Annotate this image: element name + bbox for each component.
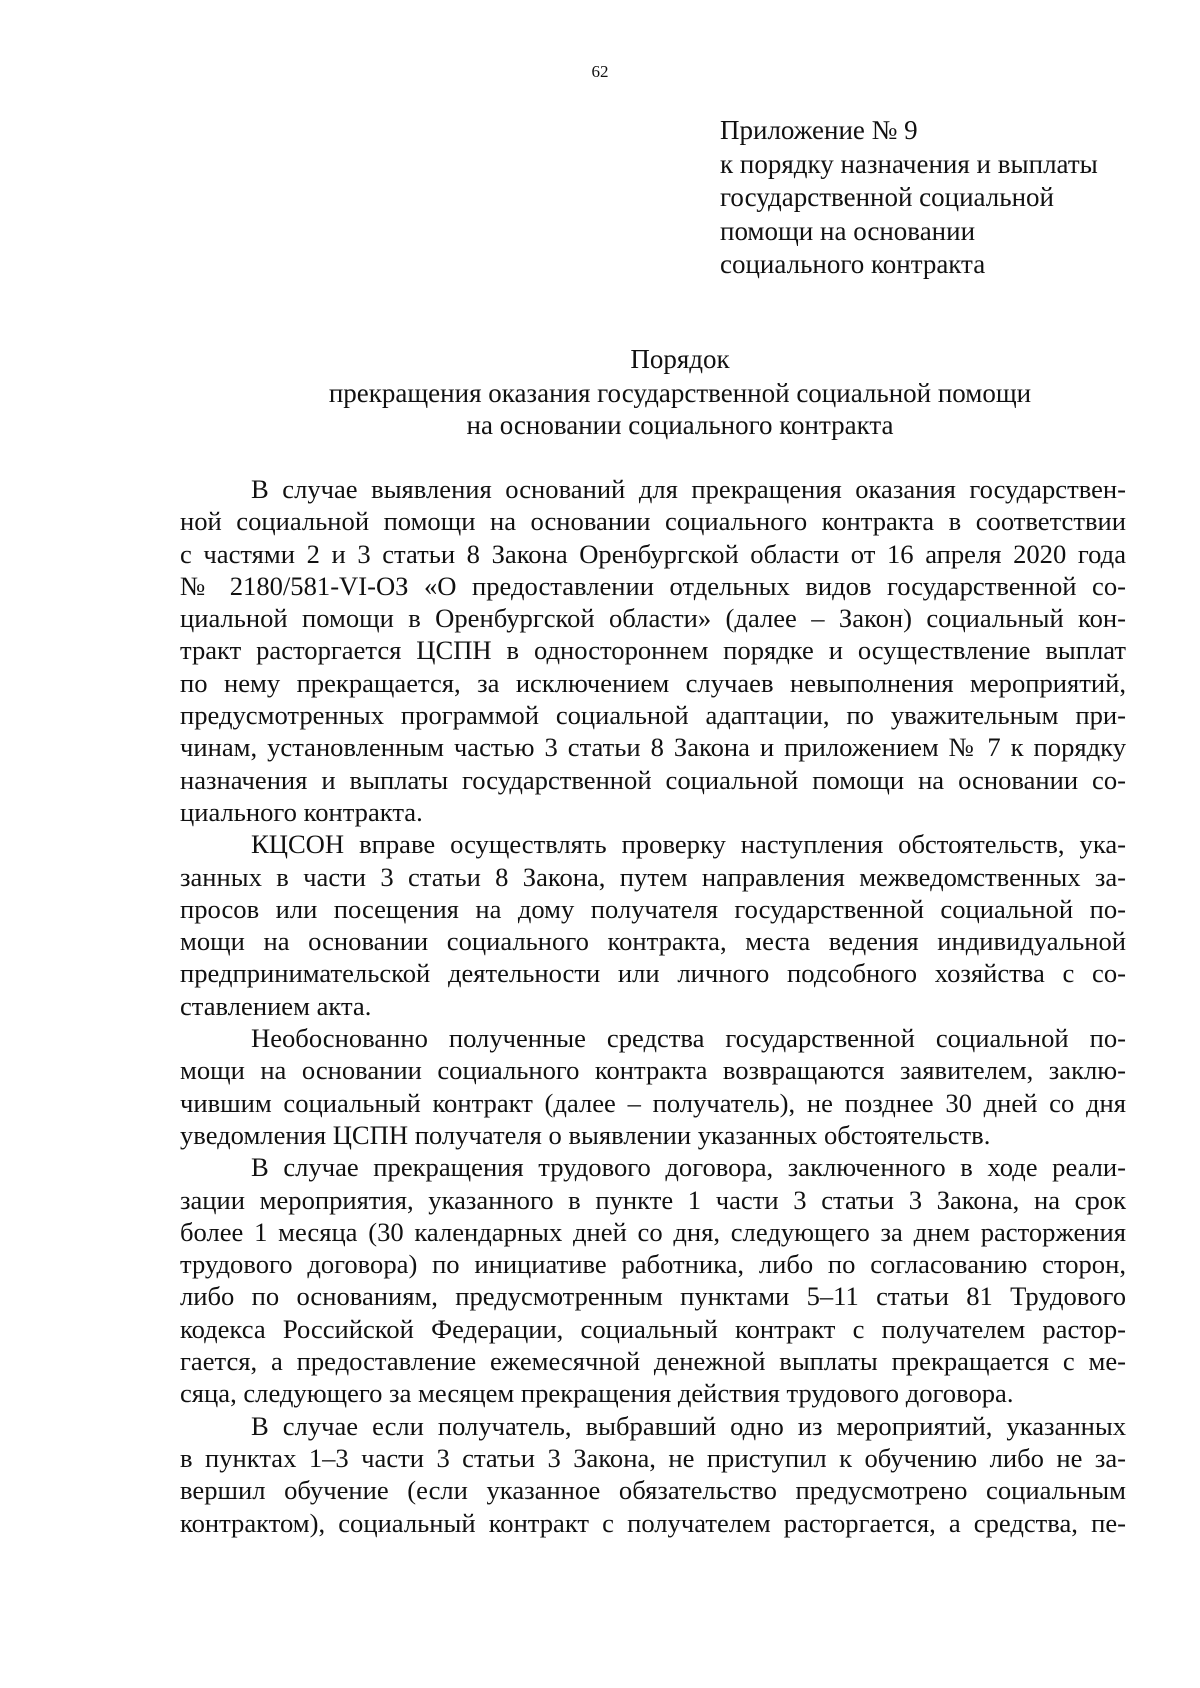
paragraph-1 — [180, 473, 1126, 828]
text-line: назначения и выплаты государственной социальной помощи на основании со- — [180, 764, 1126, 795]
title-line-2: прекращения оказания государственной социальной помощи — [328, 378, 1032, 408]
paragraph-3 — [180, 1022, 1126, 1151]
text-line: Необоснованно полученные средства государственной социальной по- — [251, 1023, 1126, 1054]
text-line: вершил обучение (если указанное обязательство предусмотрено социальным — [180, 1475, 1126, 1506]
document-title — [180, 343, 1180, 441]
page-number: 62 — [591, 62, 609, 81]
text-line: занных в части 3 статьи 8 Закона, путем направления межведомственных за- — [180, 861, 1126, 892]
text-line: контрактом), социальный контракт с получателем расторгается, а средства, пе- — [180, 1507, 1126, 1538]
title-line-1: Порядок — [630, 344, 730, 374]
appendix-line: Приложение № 9 — [720, 115, 918, 145]
text-line: мощи на основании социального контракта возвращаются заявителем, заклю- — [180, 1055, 1126, 1086]
text-line: предпринимательской деятельности или личного подсобного хозяйства с со- — [180, 958, 1126, 989]
text-line: чившим социальный контракт (далее – получатель), не позднее 30 дней со дня — [180, 1087, 1126, 1118]
text-line: циальной помощи в Оренбургской области» (далее – Закон) социальный кон- — [180, 603, 1126, 634]
text-line: с частями 2 и 3 статьи 8 Закона Оренбургской области от 16 апреля 2020 года — [180, 538, 1126, 569]
text-line: трудового договора) по инициативе работника, либо по согласованию сторон, — [180, 1249, 1126, 1280]
text-line: № 2180/581-VI-ОЗ «О предоставлении отдельных видов государственной со- — [180, 570, 1126, 601]
text-line: В случае выявления оснований для прекращения оказания государствен- — [251, 474, 1126, 504]
paragraph-5 — [180, 1410, 1126, 1539]
appendix-line: к порядку назначения и выплаты — [720, 148, 1098, 179]
appendix-line: помощи на основании — [720, 215, 976, 246]
text-line: В случае прекращения трудового договора, заключенного в ходе реали- — [251, 1152, 1126, 1183]
paragraph-2 — [180, 828, 1126, 1022]
text-line: более 1 месяца (30 календарных дней со дня, следующего за днем расторжения — [180, 1216, 1126, 1247]
text-line: ставлением акта. — [180, 990, 372, 1021]
text-line: сяца, следующего за месяцем прекращения действия трудового договора. — [180, 1378, 1014, 1409]
paragraph-4 — [180, 1151, 1126, 1409]
text-line: по нему прекращается, за исключением случаев невыполнения мероприятий, — [180, 667, 1126, 698]
text-line: чинам, установленным частью 3 статьи 8 Закона и приложением № 7 к порядку — [180, 732, 1126, 763]
text-line: либо по основаниям, предусмотренным пунктами 5–11 статьи 81 Трудового — [180, 1281, 1126, 1312]
text-line: ной социальной помощи на основании социального контракта в соответствии — [180, 506, 1126, 537]
text-line: тракт расторгается ЦСПН в одностороннем порядке и осуществление выплат — [180, 635, 1126, 666]
text-line: в пунктах 1–3 части 3 статьи 3 Закона, не приступил к обучению либо не за- — [180, 1442, 1126, 1473]
text-line: предусмотренных программой социальной адаптации, по уважительным при- — [180, 700, 1126, 731]
text-line: КЦСОН вправе осуществлять проверку наступления обстоятельств, ука- — [251, 829, 1126, 860]
text-line: кодекса Российской Федерации, социальный контракт с получателем растор- — [180, 1313, 1126, 1344]
body-text — [180, 473, 1126, 1539]
text-line: зации мероприятия, указанного в пункте 1 части 3 статьи 3 Закона, на срок — [180, 1184, 1126, 1215]
appendix-line: социального контракта — [720, 249, 986, 279]
text-line: В случае если получатель, выбравший одно из мероприятий, указанных — [251, 1410, 1126, 1441]
text-line: уведомления ЦСПН получателя о выявлении указанных обстоятельств. — [180, 1119, 991, 1150]
title-line-3: на основании социального контракта — [466, 410, 894, 440]
text-line: мощи на основании социального контракта, места ведения индивидуальной — [180, 926, 1126, 957]
appendix-line: государственной социальной — [720, 182, 1054, 212]
text-line: циального контракта. — [180, 796, 423, 827]
appendix-note — [720, 114, 1160, 282]
text-line: просов или посещения на дому получателя государственной социальной по- — [180, 893, 1126, 924]
text-line: гается, а предоставление ежемесячной денежной выплаты прекращается с ме- — [180, 1346, 1126, 1377]
